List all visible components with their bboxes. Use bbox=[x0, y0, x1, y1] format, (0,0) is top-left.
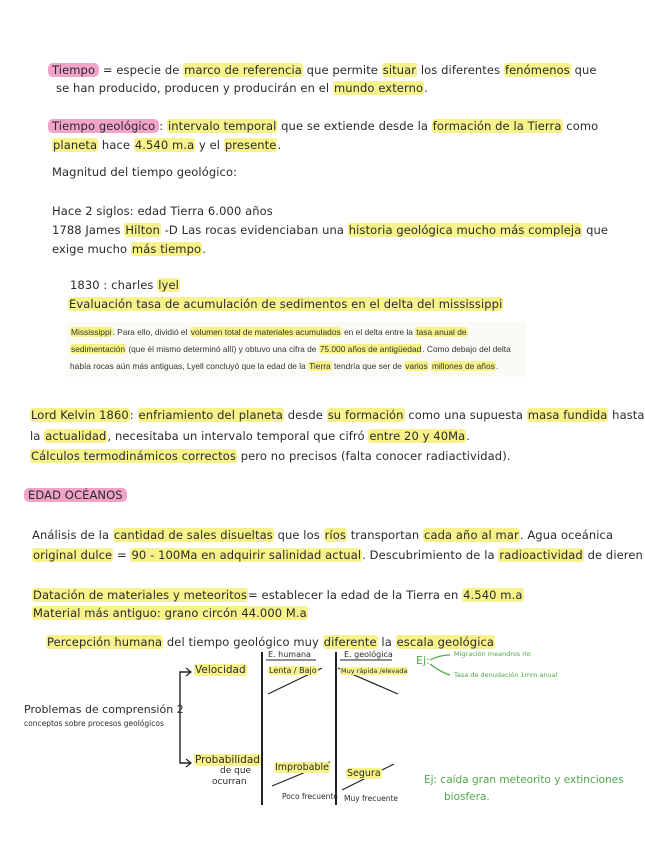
hace-line: Hace 2 siglos: edad Tierra 6.000 años bbox=[52, 204, 273, 218]
ejemplo-meandros: Migración meandros río bbox=[454, 650, 531, 658]
improbable-label: Improbable bbox=[275, 762, 329, 773]
magnitud-heading: Magnitud del tiempo geológico: bbox=[52, 165, 238, 179]
evaluacion-line: Evaluación tasa de acumulación de sedimentos en el delta del mississippi bbox=[69, 297, 503, 311]
ejemplo-biosfera: biosfera. bbox=[444, 791, 490, 803]
col-escala-humana: E. humana bbox=[268, 650, 311, 659]
oceanos-line-1: Análisis de la cantidad de sales disueltas que los ríos transportan cada año al mar. Agua oceánica bbox=[32, 528, 614, 542]
tiempo-line-1: Tiempo = especie de marco de referencia que permite situar los diferentes fenómenos que bbox=[48, 62, 597, 78]
tiempo-line-2: se han producido, producen y producirán en el mundo externo. bbox=[56, 81, 428, 95]
datacion-line-2: Material más antiguo: grano circón 44.000 M.a bbox=[33, 606, 307, 620]
ejemplo-meteorito: Ej: caída gran meteorito y extinciones bbox=[424, 774, 624, 786]
kelvin-line-2: la actualidad, necesitaba un intervalo temporal que cifró entre 20 y 40Ma. bbox=[30, 429, 471, 443]
col-escala-geologica: E. geológica bbox=[344, 650, 393, 659]
muy-frecuente-label: Muy frecuente bbox=[344, 794, 399, 803]
lyell-line: 1830 : charles lyel bbox=[70, 278, 179, 292]
lenta-label: Lenta / Bajo bbox=[269, 666, 317, 675]
ejemplo-denudacion: Tasa de denudación 1mm anual bbox=[454, 671, 558, 679]
velocidad-label: Velocidad bbox=[195, 664, 246, 676]
ejemplo-velocidad: Ej: bbox=[416, 654, 430, 667]
oceanos-line-2: original dulce = 90 - 100Ma en adquirir salinidad actual. Descubrimiento de la radioactividad de dieren bbox=[33, 548, 643, 562]
hutton-line-1: 1788 James Hilton -D Las rocas evidenciaban una historia geológica mucho más compleja que bbox=[52, 223, 609, 237]
percepcion-line: Percepción humana del tiempo geológico muy diferente la escala geológica bbox=[47, 635, 495, 649]
hutton-line-2: exige mucho más tiempo. bbox=[52, 242, 206, 256]
segura-label: Segura bbox=[347, 768, 381, 779]
edad-oceanos-heading: EDAD OCÉANOS bbox=[24, 487, 127, 503]
kelvin-line-3: Cálculos termodinámicos correctos pero no precisos (falta conocer radiactividad). bbox=[31, 449, 511, 463]
tiempo-geologico-line-1: Tiempo geológico : intervalo temporal que se extiende desde la formación de la Tierra como bbox=[48, 118, 598, 134]
muy-rapida-label: Muy rápida /elevada bbox=[341, 667, 408, 675]
term-tiempo: Tiempo bbox=[48, 63, 99, 77]
tiempo-geologico-line-2: planeta hace 4.540 m.a y el presente. bbox=[53, 138, 282, 152]
kelvin-line-1: Lord Kelvin 1860: enfriamiento del planeta desde su formación como una supuesta masa fundida hasta bbox=[31, 408, 645, 422]
term-tiempo-geologico: Tiempo geológico bbox=[48, 119, 159, 133]
conceptos-label: conceptos sobre procesos geológicos bbox=[24, 719, 164, 728]
problemas-label: Problemas de comprensión 2 bbox=[24, 703, 184, 716]
probabilidad-label-3: ocurran bbox=[212, 777, 247, 787]
datacion-line-1: Datación de materiales y meteoritos= establecer la edad de la Tierra en 4.540 m.a bbox=[33, 588, 523, 602]
poco-frecuente-label: Poco frecuente bbox=[282, 792, 338, 801]
printed-excerpt: Mississippi. Para ello, dividió el volumen total de materiales acumulados en el delta entre la tasa anual de sedimentación (que él mismo determinó allí) y obtuvo una cifra de 75.000 años de antigüedad. Como debajo del delta había rocas aún más antiguas, Lyell concluyó que la edad de la Tierra tendría que ser de varios millones de años. bbox=[66, 322, 526, 377]
probabilidad-label-2: de que bbox=[220, 766, 252, 776]
probabilidad-label: Probabilidad bbox=[195, 754, 260, 766]
